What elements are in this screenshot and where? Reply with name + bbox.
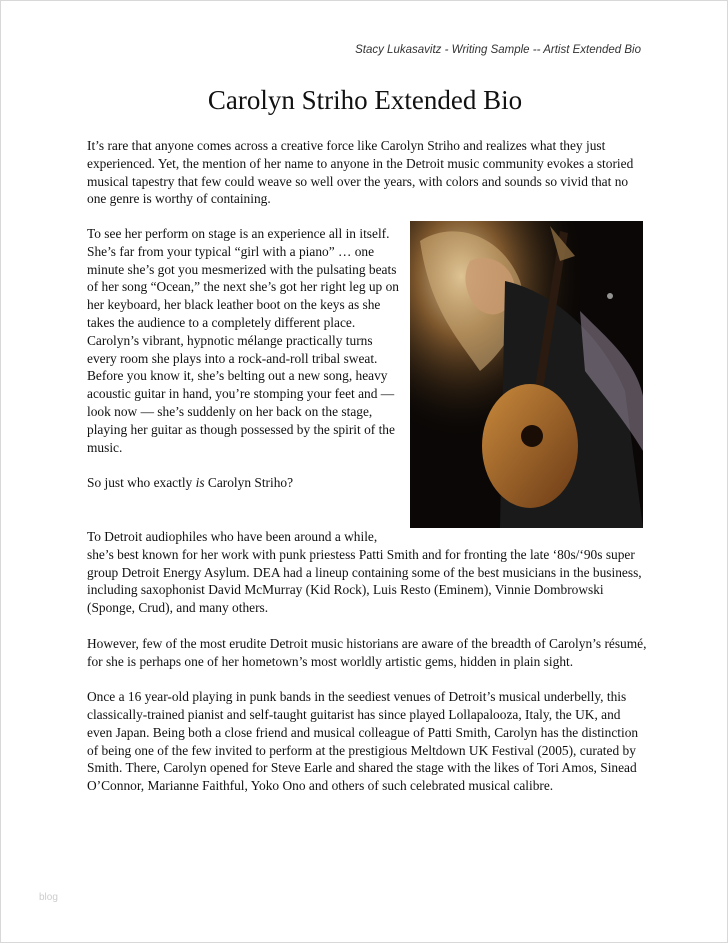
page-title: Carolyn Striho Extended Bio xyxy=(207,85,523,115)
performer-photo xyxy=(410,221,643,528)
emphasis-is: is xyxy=(195,475,205,491)
text-column xyxy=(87,225,401,510)
question-paragraph: So just who exactly is Carolyn Striho? xyxy=(87,475,294,491)
detroit-paragraph: To Detroit audiophiles who have been around a while, she’s best known for her work with punk priestess Patti Smith and for fronting the late ‘80s/‘90s super group Detroit Energy Asylum. DEA had a lineup containing some of the best musicians in the business, including saxophonist David McMurray (Kid Rock), Luis Resto (Eminem), Vinnie Dombrowski (Sponge, Crud), and many others. xyxy=(87,529,642,616)
performer-with-guitar-image xyxy=(410,221,643,528)
performance-paragraph: To see her perform on stage is an experience all in itself. She’s far from your typical “girl with a piano” … one minute she’s got you mesmerized with the pulsating beats of her song “Ocean,” the next she’s got her right leg up on her keyboard, her black leather boot on the keys as she takes the audience to a completely different place. Carolyn’s vibrant, hypnotic mélange practically turns every room she plays into a rock-and-roll tribal sweat. Before you know it, she’s belting out a new song, heavy acoustic guitar in hand, you’re stomping your feet and — look now — she’s suddenly on her back on the stage, playing her guitar as though possessed by the spirit of the music. xyxy=(87,226,399,455)
running-header: Stacy Lukasavitz - Writing Sample -- Artist Extended Bio xyxy=(355,44,641,56)
resume-paragraph: However, few of the most erudite Detroit music historians are aware of the breadth of Carolyn’s résumé, for she is perhaps one of her hometown’s most worldly artistic gems, hidden in plain sight. xyxy=(87,635,647,669)
lower-text xyxy=(87,528,647,813)
intro-paragraph: It’s rare that anyone comes across a creative force like Carolyn Striho and realizes what they just experienced. Yet, the mention of her name to anyone in the Detroit music community evokes a storied musical tapestry that few could weave so well over the years, with colors and sounds so vivid that no one genre is worthy of containing. xyxy=(87,138,634,207)
watermark-text: blog xyxy=(39,892,58,903)
career-paragraph: Once a 16 year-old playing in punk bands in the seediest venues of Detroit’s musical underbelly, this classically-trained pianist and self-taught guitarist has since played Lollapalooza, Italy, the UK, and even Japan. Being both a close friend and musical colleague of Patti Smith, Carolyn has the distinction of being one of the few invited to perform at the prestigious Meltdown UK Festival (2005), curated by Smith. There, Carolyn opened for Steve Earle and shared the stage with the likes of Tori Amos, Sinead O’Connor, Marianne Faithful, Yoko Ono and others of such celebrated musical calibre. xyxy=(87,689,639,794)
